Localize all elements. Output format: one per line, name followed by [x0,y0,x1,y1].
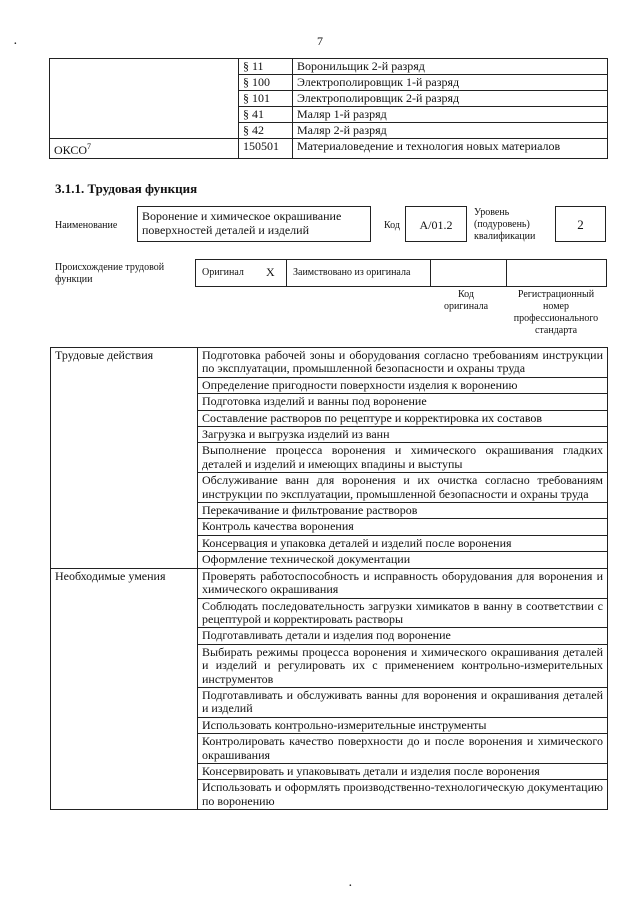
table-row [50,75,608,91]
labor-action-item: Составление растворов по рецептуре и корректировка их составов [198,410,608,426]
skill-item: Подготавливать детали и изделия под воронение [198,628,608,644]
row-name: Материаловедение и технология новых материалов [293,139,608,159]
origin-box [195,259,607,287]
labor-action-item: Перекачивание и фильтрование растворов [198,503,608,519]
row-code: § 11 [239,59,293,75]
skill-item: Выбирать режимы процесса воронения и химического окрашивания деталей и изделий и регулировать их с применением контрольно-измерительных инструментов [198,644,608,687]
scan-speck: · [348,879,353,894]
scan-speck: · [13,37,18,52]
labor-action-item: Консервация и упаковка деталей и изделий после воронения [198,535,608,551]
skill-item: Использовать контрольно-измерительные инструменты [198,717,608,733]
skill-item: Использовать и оформлять производственно-технологическую документацию по воронению [198,780,608,810]
code-original-caption: Код оригинала [443,289,489,312]
row-label [50,107,239,123]
table-row [51,348,608,378]
table-row [50,123,608,139]
okso-label: ОКСО [54,143,88,157]
row-name: Воронильщик 2-й разряд [293,59,608,75]
labor-action-item: Выполнение процесса воронения и химического окрашивания гладких деталей и изделий и имеющих впадины и выступы [198,443,608,473]
row-code: § 41 [239,107,293,123]
labor-action-item: Обслуживание ванн для воронения и их очистка согласно требованиям инструкции по эксплуатации, промышленной безопасности и охраны труда [198,473,608,503]
skill-item: Консервировать и упаковывать детали и изделия после воронения [198,763,608,779]
reg-number-caption: Регистрационный номер профессионального стандарта [513,289,599,336]
row-name: Маляр 1-й разряд [293,107,608,123]
labor-action-item: Подготовка рабочей зоны и оборудования согласно требованиям инструкции по эксплуатации, промышленной безопасности и охраны труда [198,348,608,378]
skill-item: Подготавливать и обслуживать ванны для воронения и окрашивания деталей и изделий [198,687,608,717]
name-label: Наименование [55,220,118,231]
labor-action-item: Подготовка изделий и ванны под воронение [198,394,608,410]
original-mark: X [266,265,275,279]
skill-item: Контролировать качество поверхности до и после воронения и химического окрашивания [198,734,608,764]
labor-action-item: Определение пригодности поверхности изделия к воронению [198,377,608,393]
table-row [50,107,608,123]
row-code: 150501 [239,139,293,159]
row-code: § 42 [239,123,293,139]
code-label: Код [384,220,400,231]
labor-action-item: Оформление технической документации [198,552,608,568]
row-code: § 100 [239,75,293,91]
row-label [50,75,239,91]
section-title: 3.1.1. Трудовая функция [55,181,198,196]
main-table [50,347,608,810]
borrowed-label: Заимствовано из оригинала [293,267,411,278]
function-name: Воронение и химическое окрашивание поверхностей деталей и изделий [137,206,371,242]
page-number: 7 [317,34,323,48]
table-row [51,568,608,598]
codes-table [49,58,608,159]
original-label: Оригинал [202,267,244,278]
level-label: Уровень (подуровень) квалификации [474,207,536,242]
row-name: Маляр 2-й разряд [293,123,608,139]
table-row [50,139,608,159]
skill-item: Соблюдать последовательность загрузки химикатов в ванну в соответствии с рецептурой и корректировать растворы [198,598,608,628]
labor-action-item: Загрузка и выгрузка изделий из ванн [198,427,608,443]
row-label [50,123,239,139]
table-row [50,91,608,107]
skill-label: Необходимые умения [51,568,198,810]
skill-item: Проверять работоспособность и исправность оборудования для воронения и химического окрашивания [198,568,608,598]
row-label [50,91,239,107]
table-row [50,59,608,75]
function-code: А/01.2 [405,206,467,242]
row-code: § 101 [239,91,293,107]
labor-action-label: Трудовые действия [51,348,198,569]
level-value: 2 [555,206,606,242]
row-label [50,139,239,159]
row-label [50,59,239,75]
origin-label: Происхождение трудовой функции [55,262,165,285]
footnote-mark: 7 [87,142,92,151]
row-name: Электрополировщик 1-й разряд [293,75,608,91]
labor-action-item: Контроль качества воронения [198,519,608,535]
row-name: Электрополировщик 2-й разряд [293,91,608,107]
